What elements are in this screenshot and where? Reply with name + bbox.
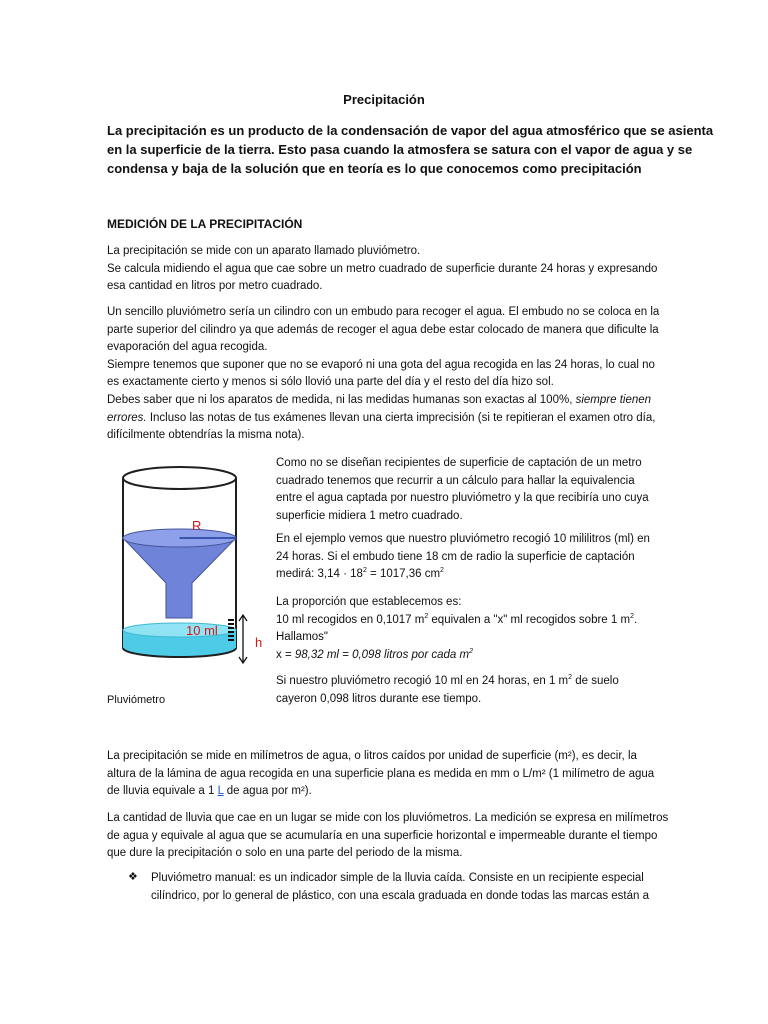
text-line (107, 783, 654, 801)
text-line (276, 566, 650, 584)
text-line: La precipitación se mide con un aparato llamado pluviómetro. (107, 245, 421, 257)
height-label: h (255, 635, 263, 650)
text-line: cuadrado tenemos que recurrir a un cálculo para hallar la equivalencia (276, 474, 635, 487)
text-line (276, 647, 637, 665)
text-run: de suelo (572, 675, 619, 687)
pluviometer-figure (112, 458, 272, 672)
text-line: cilíndrico, por lo general de plástico, con una escala graduada en donde todas las marcas están a (151, 889, 650, 902)
text-line (276, 612, 637, 630)
liter-link[interactable]: L (217, 785, 224, 798)
text-line: de agua y equivale al agua que se acumularía en una superficie horizontal e impermeable durante el tiempo (107, 829, 658, 842)
bullet-item-manual-pluviometer (151, 870, 649, 905)
text-run: Incluso las notas de tus exámenes llevan una cierta imprecisión (si te repitieran el examen otro día, (146, 411, 656, 424)
text-line: Siempre tenemos que suponer que no se evaporó ni una gota del agua recogida en las 24 horas, lo cual no (107, 358, 655, 371)
italic-text: siempre tienen (575, 393, 652, 406)
superscript: 2 (440, 567, 444, 575)
text-line: que dure la precipitación o solo en una parte del periodo de la misma. (107, 847, 463, 860)
radius-label: R (192, 518, 202, 533)
text-line: parte superior del cilindro ya que además de recoger el agua debe estar colocado de manera que dificulte la (107, 323, 659, 336)
italic-text: 98,32 ml = 0,098 litros por cada m (294, 648, 470, 661)
text-line: La proporción que establecemos es: (276, 596, 462, 608)
text-line: evaporación del agua recogida. (107, 341, 268, 354)
paragraph-units (107, 748, 654, 801)
superscript: 2 (362, 567, 367, 575)
superscript: 2 (630, 612, 634, 620)
volume-label: 10 ml (186, 623, 218, 638)
text-line: La precipitación se mide en milímetros de agua, o litros caídos por unidad de superficie (m²), es decir, la (107, 750, 637, 762)
superscript: 2 (424, 612, 429, 620)
text-run: = 1017,36 cm (366, 568, 441, 581)
text-line: superficie midiera 1 metro cuadrado. (276, 509, 463, 522)
text-line: En el ejemplo vemos que nuestro pluviómetro recogió 10 mililitros (ml) en (276, 533, 650, 545)
text-line (276, 673, 619, 691)
right-paragraph-example (276, 531, 650, 584)
water-surface (123, 623, 236, 637)
text-run: de agua por m²). (223, 785, 312, 798)
text-line: entre el agua captada por nuestro pluviómetro y la que recibiría uno cuya (276, 492, 649, 505)
text-run: medirá: 3,14 · 18 (276, 568, 363, 581)
intro-paragraph (107, 121, 714, 178)
italic-text: errores. (107, 411, 147, 424)
section-heading: MEDICIÓN DE LA PRECIPITACIÓN (107, 217, 303, 231)
right-paragraph-result (276, 673, 619, 708)
document-title: Precipitación (343, 92, 425, 107)
text-line: La cantidad de lluvia que cae en un lugar se mide con los pluviómetros. La medición se expresa en milímetros (107, 812, 669, 824)
text-run: x = (276, 648, 295, 661)
right-paragraph-proportion (276, 594, 637, 664)
text-line: Como no se diseñan recipientes de superficie de captación de un metro (276, 457, 642, 469)
text-line: cayeron 0,098 litros durante ese tiempo. (276, 692, 482, 705)
right-paragraph-intro (276, 455, 649, 525)
superscript: 2 (469, 647, 473, 655)
text-run: Si nuestro pluviómetro recogió 10 ml en 24 horas, en 1 m (276, 675, 569, 687)
text-line: Un sencillo pluviómetro sería un cilindro con un embudo para recoger el agua. El embudo no se coloca en la (107, 306, 660, 318)
figure-caption: Pluviómetro (107, 694, 166, 706)
intro-line: La precipitación es un producto de la condensación de vapor del agua atmosférico que se asienta (107, 123, 714, 138)
paragraph-rain-amount (107, 810, 668, 863)
text-run: de lluvia equivale a 1 (107, 785, 218, 798)
text-run: . (633, 613, 638, 626)
intro-line: condensa y baja de la solución que en teoría es lo que conocemos como precipitación (107, 161, 642, 176)
text-line: Hallamos" (276, 631, 329, 644)
intro-line: en la superficie de la tierra. Esto pasa cuando la atmosfera se satura con el vapor de agua y se (107, 142, 693, 157)
cylinder-top (123, 467, 236, 489)
text-line (107, 410, 659, 428)
paragraph-pluviometer (107, 304, 659, 445)
text-run: Debes saber que ni los aparatos de medida, ni las medidas humanas son exactas al 100%, (107, 393, 576, 406)
bullet-diamond-icon: ❖ (128, 871, 138, 883)
text-line: Se calcula midiendo el agua que cae sobre un metro cuadrado de superficie durante 24 horas y expresando (107, 262, 658, 275)
text-run: equivalen a "x" ml recogidos sobre 1 m (428, 613, 631, 626)
text-line: Pluviómetro manual: es un indicador simple de la lluvia caída. Consiste en un recipiente especial (151, 872, 644, 884)
text-run: 10 ml recogidos en 0,1017 m (276, 613, 425, 626)
text-line: difícilmente obtendrías la misma nota). (107, 429, 305, 442)
text-line (107, 392, 659, 410)
funnel (123, 538, 236, 618)
text-line: esa cantidad en litros por metro cuadrado. (107, 280, 323, 293)
text-line: 24 horas. Si el embudo tiene 18 cm de radio la superficie de captación (276, 550, 635, 563)
paragraph-measurement (107, 243, 657, 296)
text-line: es exactamente cierto y menos si sólo llovió una parte del día y el resto del día hizo sol. (107, 376, 554, 389)
text-line: altura de la lámina de agua recogida en una superficie plana es medida en mm o L/m² (1 milímetro de agua (107, 767, 655, 780)
superscript: 2 (568, 674, 573, 682)
